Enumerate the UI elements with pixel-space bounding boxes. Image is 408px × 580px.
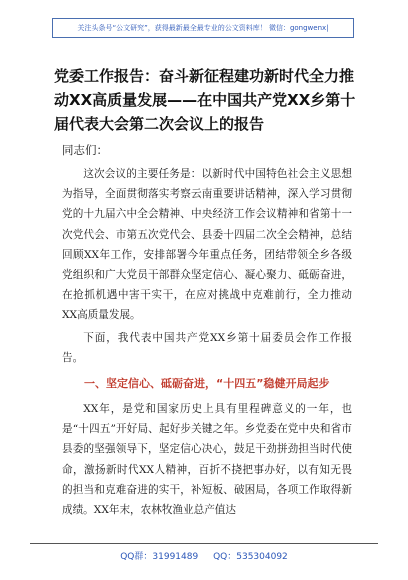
- body-paragraph-3: XX年，是党和国家历史上具有里程碑意义的一年，也是“十四五”开好局、起好步关键之年。乡党委在党中央和省市县委的坚强领导下，坚定信心决心，鼓足干劲拼劲担当时代使命，激扬新时代XX人精神，百折不挠把事办好，以有知无畏的担当和克难奋进的实干，补短板、破困局，各项工作取得新成绩。XX年末，农林牧渔业总产值达: [62, 403, 352, 517]
- footer-divider: [30, 543, 378, 544]
- section-heading-1: 一、坚定信心、砥砺奋进，“十四五”稳健开局起步: [84, 377, 330, 390]
- body-paragraph-1: 这次会议的主要任务是：以新时代中国特色社会主义思想为指导，全面贯彻落实考察云南重要讲话精神，深入学习贯彻党的十九届六中全会精神、中央经济工作会议精神和省第十一次党代会、市第五次党代会、县委十四届二次全会精神，总结回顾XX年工作，安排部署今年重点任务，团结带领全乡各级党组织和广大党员干部群众坚定信心、凝心聚力、砥砺奋进，在抢抓机遇中害干实干，在应对挑战中克难前行，全力推动XX高质量发展。: [62, 168, 352, 322]
- footer-qq-group: QQ群：31991489: [120, 552, 199, 562]
- footer-qq: QQ：535304092: [213, 552, 288, 562]
- footer-contact: [0, 549, 408, 562]
- salutation: 同志们：: [62, 143, 108, 157]
- body-paragraph-2: 下面，我代表中国共产党XX乡第十届委员会作工作报告。: [62, 332, 352, 365]
- promo-banner: [52, 18, 354, 38]
- promo-banner-text: 关注头条号“公文研究”，获得最新最全最专业的公文资料库！ 微信：gongwenx|: [77, 24, 329, 32]
- document-title: 党委工作报告：奋斗新征程建功新时代全力推动XX高质量发展——在中国共产党XX乡第十届代表大会第二次会议上的报告: [54, 67, 356, 133]
